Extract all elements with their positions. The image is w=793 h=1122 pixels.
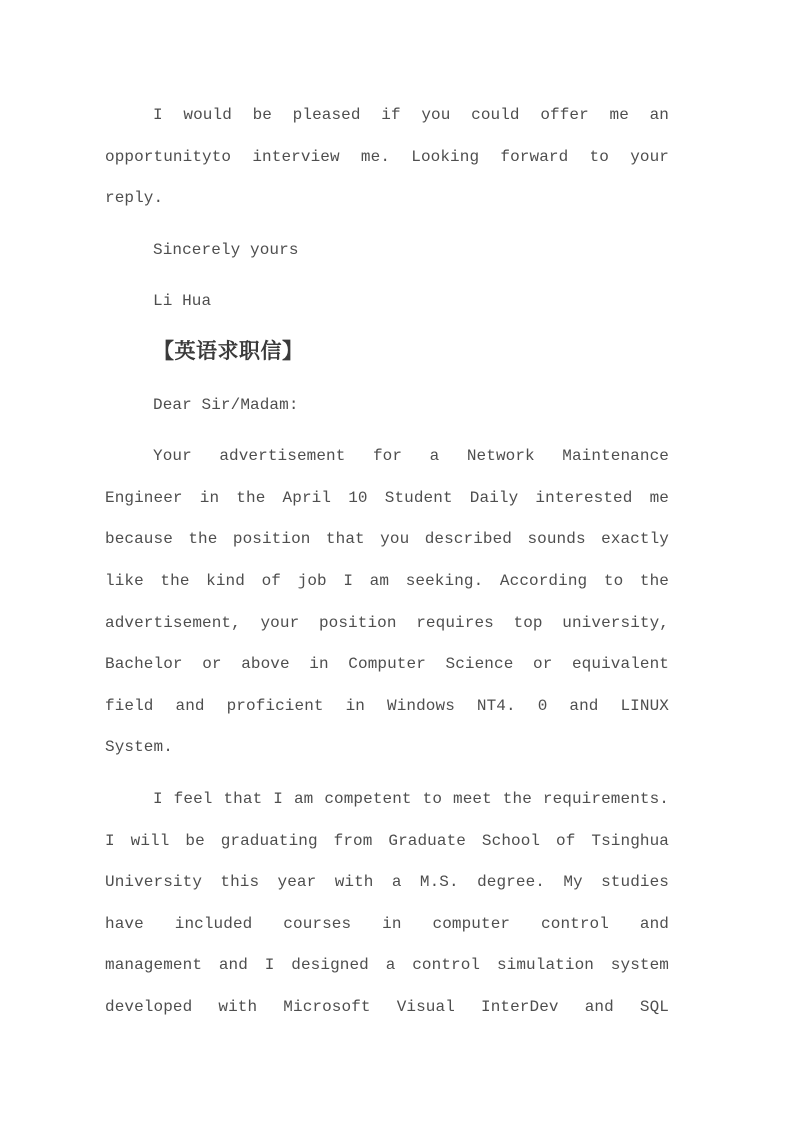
text-line: like the kind of job I am seeking. According to the [105,571,669,590]
text-line: have included courses in computer control and [105,914,669,933]
text-line: reply. [105,189,164,208]
text-line: developed with Microsoft Visual InterDev and SQL [105,997,669,1016]
text-line: field and proficient in Windows NT4. 0 and LINUX [105,696,669,715]
text-line: management and I designed a control simulation system [105,956,669,975]
text-line: University this year with a M.S. degree. My studies [105,873,669,892]
text-line: Dear Sir/Madam: [153,395,299,414]
paragraph-body-paragraph-1 [105,436,669,769]
text-line: I will be graduating from Graduate School of Tsinghua [105,831,669,850]
paragraph-closing-request [105,95,669,220]
paragraph-section-heading [105,333,669,375]
text-line: Li Hua [153,292,212,311]
text-line: advertisement, your position requires top university, [105,613,669,632]
text-line: Engineer in the April 10 Student Daily interested me [105,488,669,507]
text-line: Your advertisement for a Network Maintenance [153,447,669,466]
paragraph-signature [105,281,669,323]
document-body [105,95,669,1038]
text-line: System. [105,738,173,757]
text-line: I would be pleased if you could offer me an [153,106,669,124]
text-line: opportunityto interview me. Looking forward to your [105,147,669,166]
text-line: Bachelor or above in Computer Science or equivalent [105,655,669,674]
paragraph-salutation [105,385,669,427]
text-line: Sincerely yours [153,240,299,259]
paragraph-signoff [105,230,669,272]
text-line: I feel that I am competent to meet the requirements. [153,789,669,808]
paragraph-body-paragraph-2 [105,779,669,1029]
text-line: 【英语求职信】 [153,341,304,365]
text-line: because the position that you described sounds exactly [105,530,669,549]
